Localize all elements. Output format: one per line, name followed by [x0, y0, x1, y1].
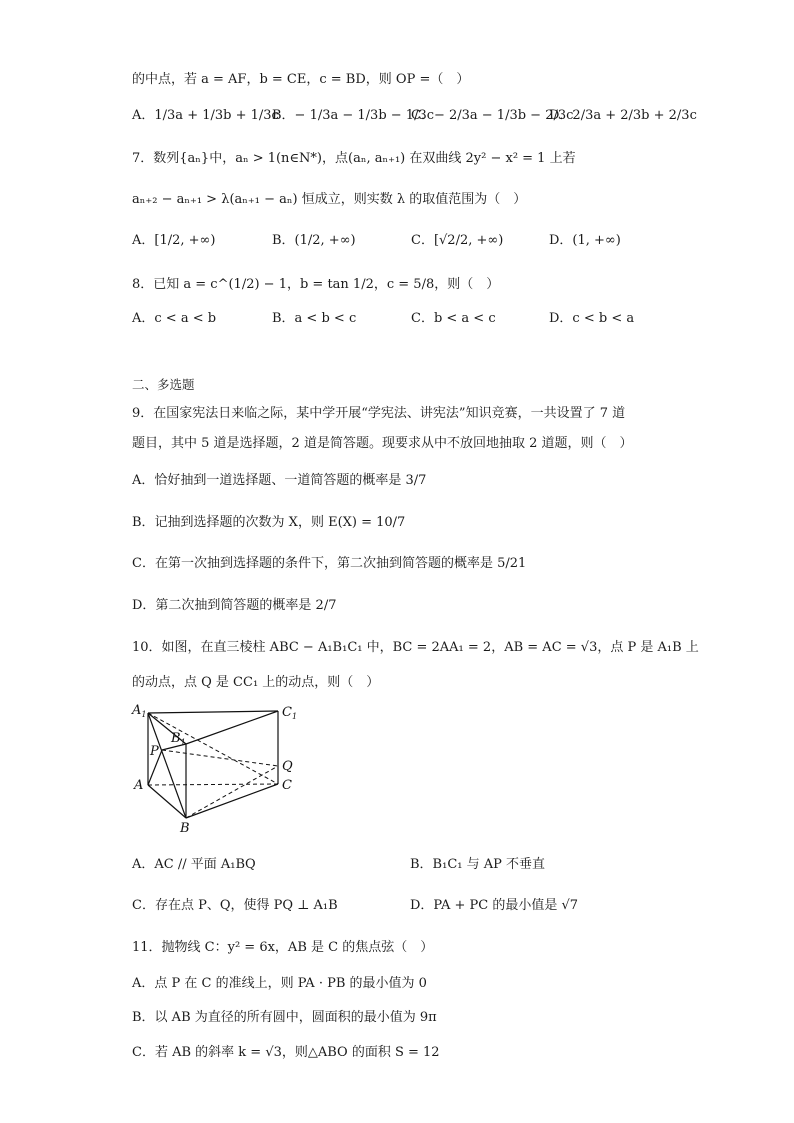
- label-p: P: [150, 744, 159, 759]
- q9-option-d: D．第二次抽到简答题的概率是 2/7: [132, 598, 337, 613]
- edge-b1c1: [186, 711, 278, 744]
- q7-option-b: B．(1/2, +∞): [272, 233, 356, 248]
- prism-diagram: [128, 700, 308, 835]
- prism-figure: [128, 700, 308, 835]
- label-q: Q: [282, 759, 293, 774]
- q10-stem-line2: 的动点，点 Q 是 CC₁ 上的动点，则（ ）: [132, 675, 380, 690]
- q6-option-b: B．− 1/3a − 1/3b − 1/3c: [272, 108, 435, 123]
- q11-stem: 11．抛物线 C：y² = 6x，AB 是 C 的焦点弦（ ）: [132, 940, 434, 955]
- label-b1: $B_1$: [171, 731, 186, 747]
- q9-option-a: A．恰好抽到一道选择题、一道简答题的概率是 3/7: [132, 473, 427, 488]
- q9-option-b: B．记抽到选择题的次数为 X，则 E(X) = 10/7: [132, 515, 406, 530]
- q9-option-c: C．在第一次抽到选择题的条件下，第二次抽到简答题的概率是 5/21: [132, 556, 527, 571]
- edge-a1c1: [148, 711, 278, 713]
- q8-option-d: D．c < b < a: [549, 311, 635, 326]
- label-c1: $C_1$: [282, 705, 298, 721]
- q7-option-a: A．[1/2, +∞): [132, 233, 216, 248]
- q11-option-b: B．以 AB 为直径的所有圆中，圆面积的最小值为 9π: [132, 1010, 437, 1025]
- q11-option-c: C．若 AB 的斜率 k = √3，则△ABO 的面积 S = 12: [132, 1045, 440, 1060]
- q7-stem-line2: aₙ₊₂ − aₙ₊₁ > λ(aₙ₊₁ − aₙ) 恒成立，则实数 λ 的取值范围为（ ）: [132, 192, 527, 207]
- segment-pq-hidden: [162, 750, 278, 766]
- q10-option-b: B．B₁C₁ 与 AP 不垂直: [410, 857, 546, 872]
- q10-option-c: C．存在点 P、Q，使得 PQ ⊥ A₁B: [132, 898, 338, 913]
- q7-stem-line1: 7．数列{aₙ}中，aₙ > 1(n∈N*)，点(aₙ, aₙ₊₁) 在双曲线 2y² − x² = 1 上若: [132, 151, 576, 166]
- label-c: C: [282, 778, 292, 793]
- q8-option-c: C．b < a < c: [411, 311, 496, 326]
- q9-stem-line1: 9．在国家宪法日来临之际，某中学开展“学宪法、讲宪法”知识竞赛，一共设置了 7 道: [132, 406, 626, 421]
- label-a: A: [134, 778, 144, 793]
- q8-option-b: B．a < b < c: [272, 311, 357, 326]
- q6-option-a: A．1/3a + 1/3b + 1/3c: [132, 108, 279, 123]
- label-a1: $A_1$: [132, 703, 147, 719]
- q8-stem: 8．已知 a = c^(1/2) − 1，b = tan 1/2，c = 5/8，则（ ）: [132, 277, 500, 292]
- q7-option-d: D．(1, +∞): [549, 233, 621, 248]
- q10-option-d: D．PA + PC 的最小值是 √7: [410, 898, 579, 913]
- q11-option-a: A．点 P 在 C 的准线上，则 PA · PB 的最小值为 0: [132, 976, 427, 991]
- section-heading: 二、多选题: [132, 377, 195, 392]
- q6-option-d: D．2/3a + 2/3b + 2/3c: [549, 108, 697, 123]
- q9-stem-line2: 题目，其中 5 道是选择题，2 道是简答题。现要求从中不放回地抽取 2 道题，则（ ）: [132, 436, 633, 451]
- q6-option-c: C．− 2/3a − 1/3b − 2/3c: [411, 108, 574, 123]
- segment-bq-hidden: [186, 766, 278, 818]
- edge-bc: [186, 784, 278, 818]
- label-b: B: [180, 821, 190, 835]
- q10-option-a: A．AC // 平面 A₁BQ: [132, 857, 256, 872]
- q6-stem-tail: 的中点，若 a = AF，b = CE，c = BD，则 OP =（ ）: [132, 72, 470, 87]
- q8-option-a: A．c < a < b: [132, 311, 217, 326]
- q7-option-c: C．[√2/2, +∞): [411, 233, 504, 248]
- q10-stem-line1: 10．如图，在直三棱柱 ABC − A₁B₁C₁ 中，BC = 2AA₁ = 2，AB = AC = √3，点 P 是 A₁B 上: [132, 640, 699, 655]
- edge-ac-hidden: [148, 784, 278, 785]
